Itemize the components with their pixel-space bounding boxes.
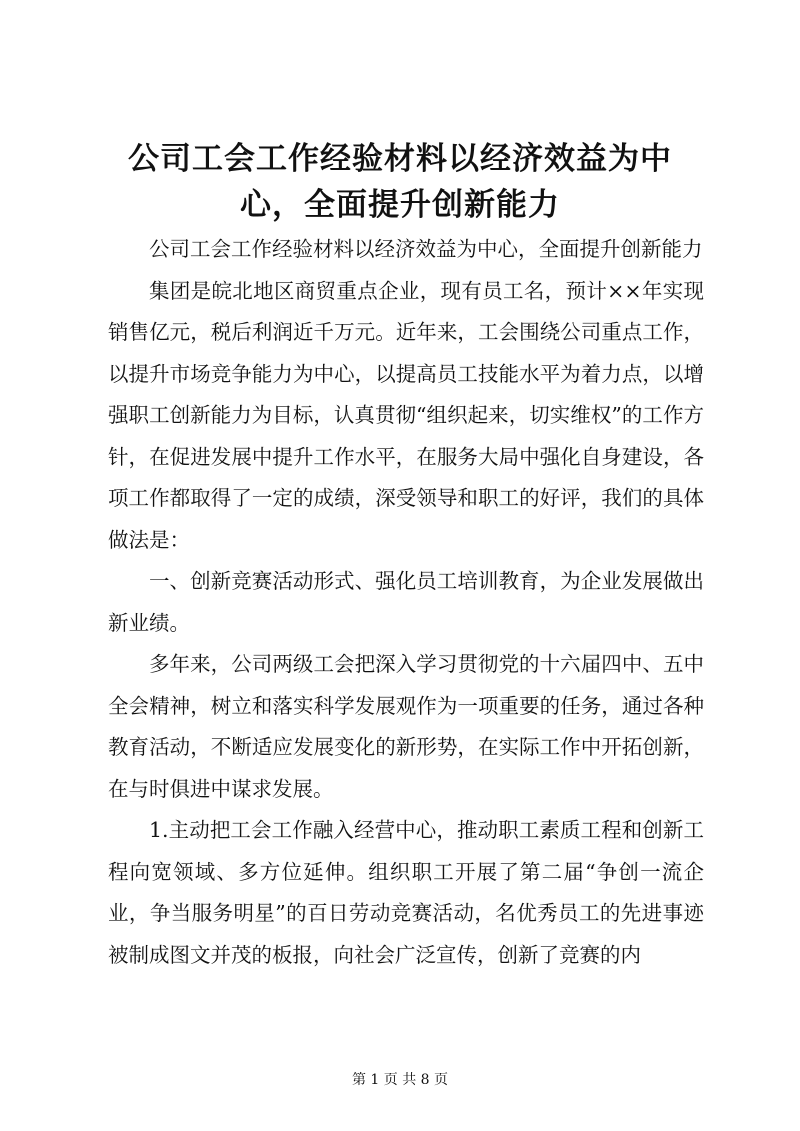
paragraph-subtitle: 公司工会工作经验材料以经济效益为中心，全面提升创新能力: [149, 237, 703, 261]
page-number-footer: 第 1 页 共 8 页: [351, 1072, 449, 1088]
paragraph-intro: 集团是皖北地区商贸重点企业，现有员工名，预计××年实现销售亿元，税后利润近千万元。近年来，工会围绕公司重点工作，以提升市场竞争能力为中心，以提高员工技能水平为着力点，以增强职工创新能力为目标，认真贯彻“组织起来，切实维权”的工作方针，在促进发展中提升工作水平，在服务大局中强化自身建设，各项工作都取得了一定的成绩，深受领导和职工的好评，我们的具体做法是：: [108, 278, 704, 552]
document-title: 公司工会工作经验材料以经济效益为中心，全面提升创新能力: [128, 141, 672, 223]
paragraph-section-heading: 一、创新竞赛活动形式、强化员工培训教育，为企业发展做出新业绩。: [108, 569, 704, 635]
paragraph-body: 多年来，公司两级工会把深入学习贯彻党的十六届四中、五中全会精神，树立和落实科学发展观作为一项重要的任务，通过各种教育活动，不断适应发展变化的新形势，在实际工作中开拓创新，在与时俱进中谋求发展。: [108, 652, 704, 801]
paragraph-item-1: 1.主动把工会工作融入经营中心，推动职工素质工程和创新工程向宽领域、多方位延伸。组织职工开展了第二届“争创一流企业，争当服务明星”的百日劳动竞赛活动，名优秀员工的先进事迹被制成图文并茂的板报，向社会广泛宣传，创新了竞赛的内: [108, 818, 704, 967]
document-body: [108, 229, 704, 976]
